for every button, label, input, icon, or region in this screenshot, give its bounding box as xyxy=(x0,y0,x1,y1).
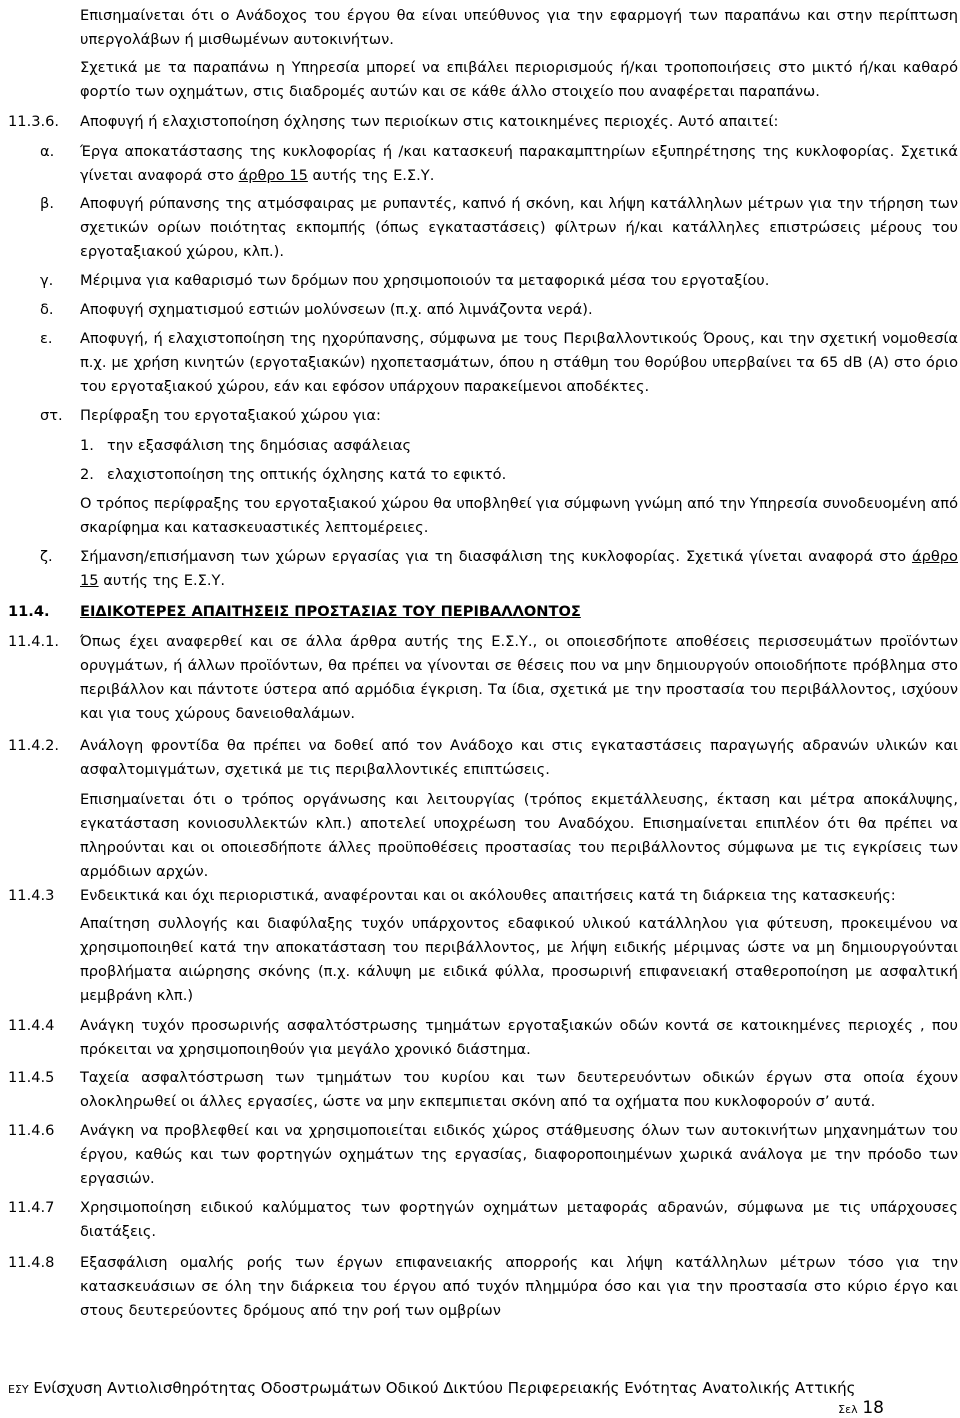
section-number-11-4-3: 11.4.3 xyxy=(8,887,55,904)
page-number xyxy=(838,1398,884,1418)
section-11-4-3-text-2: Απαίτηση συλλογής και διαφύλαξης τυχόν υπάρχοντος εδαφικού υλικού κατάλληλου για φύτευση, προκειμένου να χρησιμοποιηθεί κατά την αποκατάσταση του περιβάλλοντος, με λήψη ειδικής μέριμνας ώστε να μη δημιουργούνται προβλήματα αιώρησης σκόνης (π.χ. κάλυψη με ειδικά φύλλα, προσωρινή επιφανειακή σταθεροποίηση με ασφαλτική μεμβράνη κλπ.) xyxy=(80,915,958,1004)
section-number-11-4-6: 11.4.6 xyxy=(8,1122,55,1139)
section-11-3-6-text: Αποφυγή ή ελαχιστοποίηση όχλησης των περιοίκων στις κατοικημένες περιοχές. Αυτό απαιτεί: xyxy=(80,113,779,130)
article-15-link[interactable]: άρθρο 15 xyxy=(238,167,308,184)
item-st-note: Ο τρόπος περίφραξης του εργοταξιακού χώρου θα υποβληθεί για σύμφωνη γνώμη από την Υπηρεσία συνοδευομένη από σκαρίφημα και κατασκευαστικές λεπτομέρειες. xyxy=(80,495,958,536)
intro-paragraph-1: Επισημαίνεται ότι ο Ανάδοχος του έργου θα είναι υπεύθυνος για την εφαρμογή των παραπάνω και στην περίπτωση υπεργολάβων ή μισθωμένων αυτοκινήτων. xyxy=(80,7,958,48)
section-number-11-4-4: 11.4.4 xyxy=(8,1017,55,1034)
item-c-label: γ. xyxy=(40,272,54,289)
section-11-4-6-text: Ανάγκη να προβλεφθεί και να χρησιμοποιείται ειδικός χώρος στάθμευσης όλων των αυτοκινήτων μηχανημάτων του έργου, καθώς και των φορτηγών οχημάτων της εργασίας, διαφοροποιημένων χωρικά ανάλογα με την πρόοδο των εργασιών. xyxy=(80,1122,958,1187)
item-st-sub-1-number: 1. xyxy=(80,437,94,454)
section-11-4-1-text: Όπως έχει αναφερθεί και σε άλλα άρθρα αυτής της Ε.Σ.Υ., οι οποιεσδήποτε αποθέσεις περισσευμάτων προϊόντων ορυγμάτων, ή άλλων προϊόντων, θα πρέπει να γίνονται σε θέσεις που να μην δημιουργούν οποιοδήποτε πρόβλημα στο περιβάλλον και πάντοτε ύστερα από αρμόδια έγκριση. Τα ίδια, σχετικά με την προστασία του περιβάλλοντος, ισχύουν και για τους χώρους δανειοθαλάμων. xyxy=(80,633,958,722)
section-11-4-2-text: Ανάλογη φροντίδα θα πρέπει να δοθεί από τον Ανάδοχο και στις εγκαταστάσεις παραγωγής αδρανών υλικών και ασφαλτομιγμάτων, σχετικά με τις περιβαλλοντικές επιπτώσεις. xyxy=(80,737,958,778)
item-e-label: ε. xyxy=(40,330,53,347)
footer-abbreviation: ΕΣΥ xyxy=(8,1383,29,1396)
section-11-4-4-text: Ανάγκη τυχόν προσωρινής ασφαλτόστρωσης τμημάτων εργοταξιακών οδών κοντά σε κατοικημένες περιοχές , που πρόκειται να χρησιμοποιηθούν για μεγάλο χρονικό διάστημα. xyxy=(80,1017,958,1058)
item-z-text-end: αυτής της Ε.Σ.Υ. xyxy=(98,572,226,589)
section-number-11-3-6: 11.3.6. xyxy=(8,113,60,130)
item-st: Περίφραξη του εργοταξιακού χώρου για: xyxy=(80,407,381,424)
page-label: Σελ xyxy=(838,1403,858,1416)
item-st-sub-2-text: ελαχιστοποίηση της οπτικής όχλησης κατά το εφικτό. xyxy=(107,466,507,483)
item-a xyxy=(80,140,958,188)
item-z xyxy=(80,545,958,593)
item-a-text-end: αυτής της Ε.Σ.Υ. xyxy=(307,167,435,184)
item-a-text: Έργα αποκατάστασης της κυκλοφορίας ή /και κατασκευή παρακαμπτηρίων εξυπηρέτησης της κυκλοφορίας. Σχετικά γίνεται αναφορά στο xyxy=(80,143,958,184)
section-11-4-5-text: Ταχεία ασφαλτόστρωση των τμημάτων του κυρίου και των δευτερευόντων οδικών έργων στα οποία έχουν ολοκληρωθεί οι άλλες εργασίες, ώστε να μην εκπεμπιεται σκόνη από τα οχήματα που κυκλοφορούν σ’ αυτά. xyxy=(80,1069,958,1110)
section-number-11-4-7: 11.4.7 xyxy=(8,1199,55,1216)
heading-number: 11.4. xyxy=(8,603,50,620)
item-st-sub-1-text: την εξασφάλιση της δημόσιας ασφάλειας xyxy=(107,437,412,454)
item-d: Αποφυγή σχηματισμού εστιών μολύνσεων (π.χ. από λιμνάζοντα νερά). xyxy=(80,301,593,318)
item-a-label: α. xyxy=(40,143,55,160)
item-c: Μέριμνα για καθαρισμό των δρόμων που χρησιμοποιούν τα μεταφορικά μέσα του εργοταξίου. xyxy=(80,272,770,289)
item-z-label: ζ. xyxy=(40,548,53,565)
section-11-4-8-text: Εξασφάλιση ομαλής ροής των έργων επιφανειακής απορροής και λήψη κατάλληλων μέτρων τόσο για την κατασκευάσιων σε όλη την διάρκεια του έργου από τυχόν πλημμύρα όσο και για την προστασία στο κύριο έργο και στους δευτερεύοντες δρόμους από την ροή των ομβρίων xyxy=(80,1254,958,1319)
intro-paragraph-2: Σχετικά με τα παραπάνω η Υπηρεσία μπορεί να επιβάλει περιορισμούς ή/και τροποποιήσεις στο μικτό ή/και καθαρό φορτίο των οχημάτων, στις διαδρομές αυτών και σε κάθε άλλο στοιχείο που αναφέρεται παραπάνω. xyxy=(80,59,958,100)
section-number-11-4-1: 11.4.1. xyxy=(8,633,60,650)
section-heading: ΕΙΔΙΚΟΤΕΡΕΣ ΑΠΑΙΤΗΣΕΙΣ ΠΡΟΣΤΑΣΙΑΣ ΤΟΥ ΠΕΡΙΒΑΛΛΟΝΤΟΣ xyxy=(80,603,581,620)
item-b: Αποφυγή ρύπανσης της ατμόσφαιρας με ρυπαντές, καπνό ή σκόνη, και λήψη κατάλληλων μέτρων για την τήρηση των σχετικών ορίων ποιότητας εκπομπής (όπως εγκαταστάσεις) φίλτρων ή/και κατάλληλες επιστρώσεις μέρους του εργοταξιακού χώρου, κλπ.). xyxy=(80,195,958,260)
article-15-link-2[interactable]: άρθρο 15 xyxy=(80,548,958,589)
section-number-11-4-2: 11.4.2. xyxy=(8,737,60,754)
section-11-4-2-text-2: Επισημαίνεται ότι ο τρόπος οργάνωσης και λειτουργίας (τρόπος εκμετάλλευσης, έκταση και μέτρα αποκάλυψης, εγκατάσταση κονιοσυλλεκτών κλπ.) αποτελεί υποχρέωση του Αναδόχου. Επισημαίνεται επιπλέον ότι θα πρέπει να πληρούνται και οι οποιεσδήποτε άλλες προϋποθέσεις προστασίας του περιβάλλοντος σύμφωνα με τις εγκρίσεις των αρμόδιων αρχών. xyxy=(80,791,958,880)
item-st-label: στ. xyxy=(40,407,63,424)
item-st-sub-2-number: 2. xyxy=(80,466,94,483)
section-number-11-4-8: 11.4.8 xyxy=(8,1254,55,1271)
page-number-value: 18 xyxy=(862,1398,884,1418)
footer-title: Ενίσχυση Αντιολισθηρότητας Οδοστρωμάτων Οδικού Δικτύου Περιφερειακής Ενότητας Ανατολικής Αττικής xyxy=(33,1379,856,1397)
item-e: Αποφυγή, ή ελαχιστοποίηση της ηχορύπανσης, σύμφωνα με τους Περιβαλλοντικούς Όρους, και την σχετική νομοθεσία π.χ. με χρήση κινητών (εργοταξιακών) ηχοπετασμάτων, όπου η στάθμη του θορύβου υπερβαίνει τα 65 dB (A) στο όριο του εργοταξιακού χώρου, εάν και εφόσον υπάρχουν παρακείμενοι αποδέκτες. xyxy=(80,330,958,395)
section-11-4-7-text: Χρησιμοποίηση ειδικού καλύμματος των φορτηγών οχημάτων μεταφοράς αδρανών, σύμφωνα με τις υπάρχουσες διατάξεις. xyxy=(80,1199,958,1240)
item-b-label: β. xyxy=(40,195,54,212)
section-11-4-3-text: Ενδεικτικά και όχι περιοριστικά, αναφέρονται και οι ακόλουθες απαιτήσεις κατά τη διάρκεια της κατασκευής: xyxy=(80,887,896,904)
item-d-label: δ. xyxy=(40,301,54,318)
item-z-text: Σήμανση/επισήμανση των χώρων εργασίας για τη διασφάλιση της κυκλοφορίας. Σχετικά γίνεται αναφορά στο xyxy=(80,548,912,565)
footer xyxy=(8,1378,855,1400)
section-number-11-4-5: 11.4.5 xyxy=(8,1069,55,1086)
